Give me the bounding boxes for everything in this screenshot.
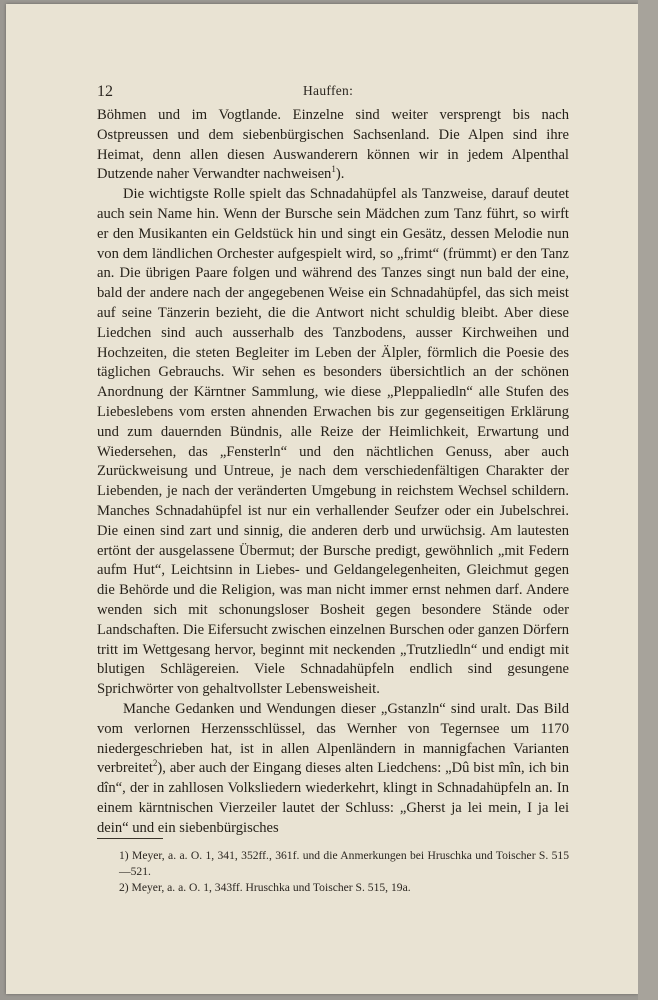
paragraph-1-text: Böhmen und im Vogtlande. Einzelne sind weiter versprengt bis nach Ostpreussen und dem siebenbürgischen Sachsenland. Die Alpen sind ihre Heimat, denn allen diesen Auswanderern können wir in jedem Alpenthal Dutzende naher Verwandter nachweisen <box>97 107 569 183</box>
footnote-ref-2: 2 <box>152 758 158 769</box>
page-header <box>97 83 569 105</box>
footnotes <box>97 848 569 896</box>
paragraph-1 <box>97 106 569 185</box>
paragraph-3 <box>97 700 569 839</box>
footnote-2: 2) Meyer, a. a. O. 1, 343ff. Hruschka und Toischer S. 515, 19a. <box>119 881 411 894</box>
paragraph-2: Die wichtigste Rolle spielt das Schnadahüpfel als Tanzweise, darauf deutet auch sein Name hin. Wenn der Bursche sein Mädchen zum Tanz führt, so wirft er den Musikanten ein Geldstück hin und singt ein Gesätz, dessen Melodie nun von dem ländlichen Orchester aufgespielt wird, so „frimt“ (frümmt) er den Tanz an. Die übrigen Paare folgen und während des Tanzes singt nun bald der eine, bald der andere nach der angegebenen Weise ein Schnadahüpfel, das sich meist auf seine Tänzerin bezieht, die die Antwort nicht schuldig bleibt. Aber diese Liedchen sind auch ausserhalb des Tanzbodens, ausser Kirchweihen und Hochzeiten, die steten Begleiter im Leben der Älpler, förmlich die Poesie des täglichen Gebrauchs. Wir sehen es besonders übersichtlich an der schönen Anordnung der Kärntner Sammlung, wie diese „Pleppaliedln“ alle Stufen des Liebeslebens vom ersten ahnenden Erwachen bis zur gegenseitigen Erklärung und zum dauernden Bündnis, alle Reize der Heimlichkeit, Erwartung und Wiedersehen, das „Fensterln“ und den nächtlichen Genuss, aber auch Zurückweisung und Untreue, je nach dem verschiedenfältigen Charakter der Liebenden, je nach der veränderten Umgebung in reichstem Wechsel schildern. Manches Schnadahüpfel ist nur ein verhallender Seufzer oder ein Jubelschrei. Die einen sind zart und sinnig, die anderen derb und urwüchsig. Am lautesten ertönt der ausgelassene Übermut; der Bursche predigt, gewöhnlich „mit Federn aufm Hut“, Leichtsinn in Liebes- und Geldangelegenheiten, Gleichmut gegen die Behörde und die Religion, was man nicht immer ernst nehmen darf. Andere wenden sich mit schonungsloser Bosheit gegen besondere Stände oder Landschaften. Die Eifersucht zwischen einzelnen Burschen oder ganzen Dörfern tritt im Wettgesang hervor, beginnt mit neckenden „Trutzliedln“ und endigt mit blutigen Schlägereien. Viele Schnadahüpfeln endlich sind gesungene Sprichwörter von gehaltvollster Lebensweisheit. <box>97 186 569 698</box>
footnote-1: 1) Meyer, a. a. O. 1, 341, 352ff., 361f. und die Anmerkungen bei Hruschka und Toischer S. 515—521. <box>119 849 569 878</box>
paragraph-3-text-after: ), aber auch der Eingang dieses alten Liedchens: „Dû bist mîn, ich bin dîn“, der in zahllosen Volksliedern wiederkehrt, klingt in Schnadahüpfeln an. In einem kärntnischen Vierzeiler lautet der Schluss: „Gherst ja lei mein, I ja lei dein“ und ein siebenbürgisches <box>97 760 569 836</box>
body-text <box>97 106 569 838</box>
footnote-rule <box>97 838 163 839</box>
paragraph-1-end: ). <box>335 166 345 183</box>
footnote-ref-1: 1 <box>331 164 336 175</box>
paragraph-3-text-before: Manche Gedanken und Wendungen dieser „Gstanzln“ sind uralt. Das Bild vom verlornen Herzensschlüssel, das Wernher von Tegernsee um 1170 niedergeschrieben hat, ist in allen Alpenländern in mannigfachen Varianten verbreitet <box>97 700 569 777</box>
scan-edge <box>638 0 658 1000</box>
running-head: Hauffen: <box>303 83 354 98</box>
page-number: 12 <box>97 83 113 100</box>
